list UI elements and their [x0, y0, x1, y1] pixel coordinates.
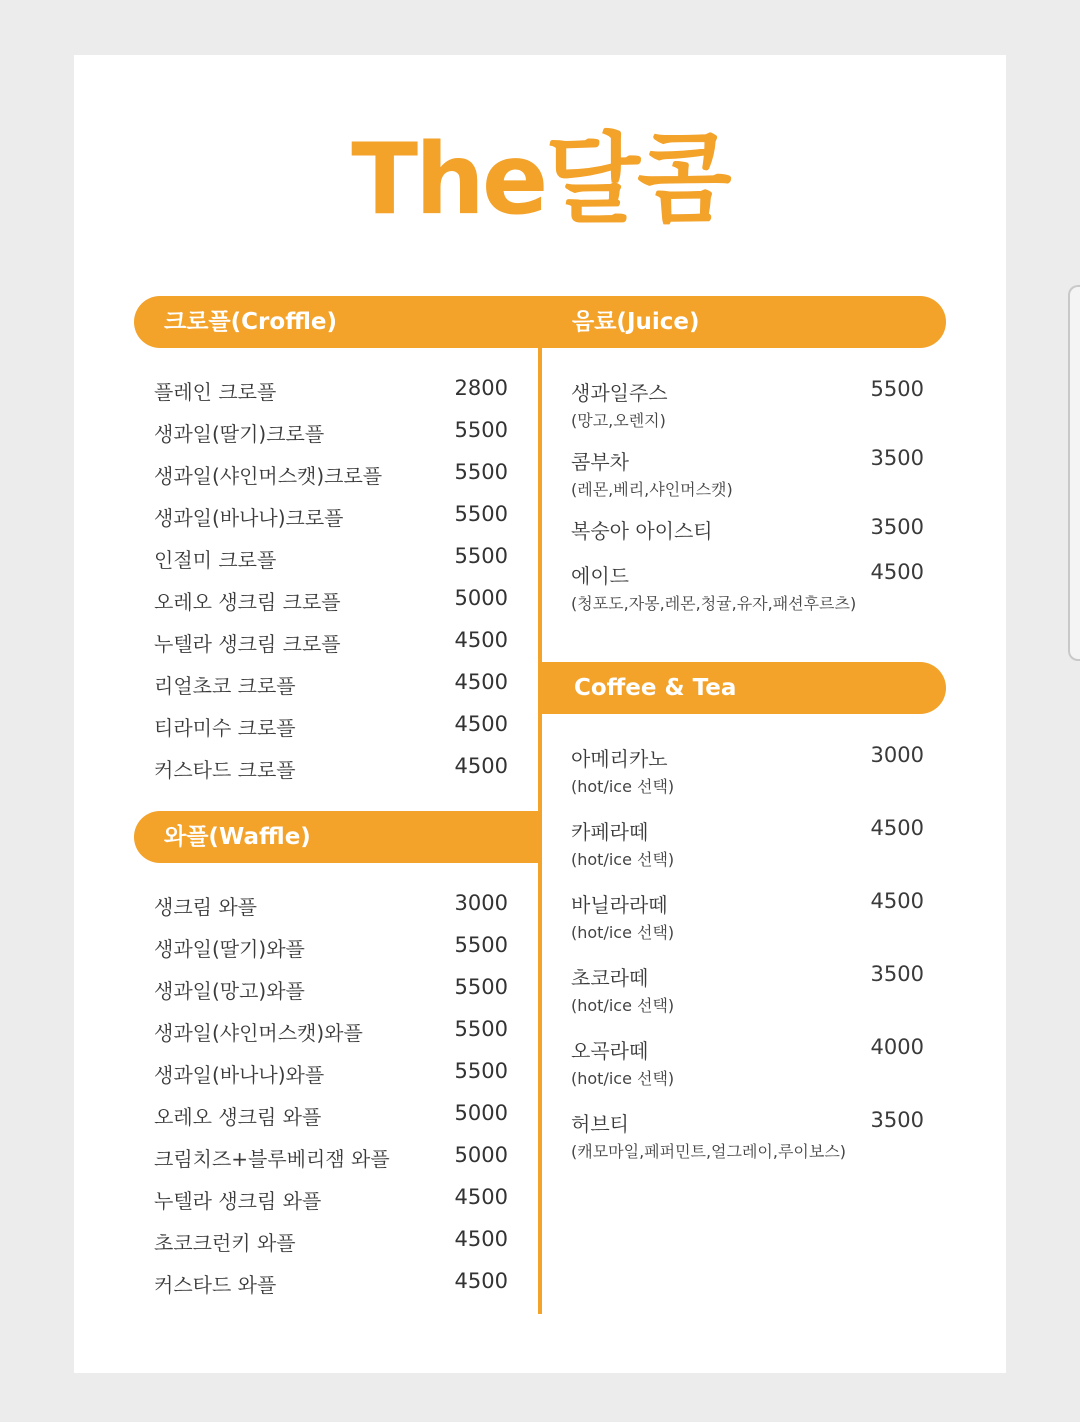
menu-item-row: [154, 891, 508, 933]
menu-item-options: (hot/ice 선택): [571, 1069, 675, 1088]
menu-item-name: 생과일주스: [571, 381, 668, 405]
menu-item-name: 오레오 생크림 와플: [154, 1105, 322, 1129]
waffle-list: [154, 891, 508, 1311]
croffle-section-header: 크로플(Croffle): [134, 296, 542, 348]
menu-item-price: 5500: [454, 544, 508, 568]
menu-item-price: 5500: [454, 502, 508, 526]
menu-item-row: [154, 1143, 508, 1185]
menu-item-price: 4500: [454, 712, 508, 736]
menu-item-name: 허브티: [571, 1112, 629, 1136]
menu-item-name: 오레오 생크림 크로플: [154, 590, 341, 614]
menu-item-row: [571, 889, 924, 962]
menu-item-name: 리얼초코 크로플: [154, 674, 296, 698]
menu-item-price: 5500: [454, 418, 508, 442]
menu-item-name: 바닐라라떼: [571, 893, 668, 917]
croffle-list: [154, 376, 508, 796]
menu-item-price: 4500: [454, 670, 508, 694]
menu-item-row: [571, 515, 924, 560]
menu-item-name: 생과일(망고)와플: [154, 979, 305, 1003]
menu-item-name: 누텔라 생크림 와플: [154, 1189, 322, 1213]
menu-item-name: 오곡라떼: [571, 1039, 649, 1063]
menu-item-name: 생과일(샤인머스캣)크로플: [154, 464, 383, 488]
menu-item-name: 누텔라 생크림 크로플: [154, 632, 341, 656]
menu-item-name: 에이드: [571, 564, 629, 588]
menu-item-name: 콤부차: [571, 450, 629, 474]
menu-item-row: [154, 1017, 508, 1059]
menu-item-price: 3500: [870, 515, 924, 539]
menu-title: The달콤: [351, 123, 729, 237]
menu-item-name: 아메리카노: [571, 747, 668, 771]
menu-item-price: 3500: [870, 962, 924, 986]
menu-item-name: 커스타드 와플: [154, 1273, 277, 1297]
menu-item-row: [571, 1108, 924, 1181]
menu-item-price: 5500: [454, 460, 508, 484]
menu-item-row: [154, 1269, 508, 1311]
menu-item-price: 3500: [870, 1108, 924, 1132]
menu-item-price: 4500: [454, 754, 508, 778]
menu-item-row: [154, 544, 508, 586]
menu-item-name: 크림치즈+블루베리잼 와플: [154, 1147, 390, 1171]
menu-item-name: 생과일(딸기)크로플: [154, 422, 325, 446]
menu-item-price: 2800: [454, 376, 508, 400]
menu-item-price: 4500: [870, 816, 924, 840]
menu-item-price: 4500: [870, 889, 924, 913]
menu-item-options: (레몬,베리,샤인머스캣): [571, 480, 733, 499]
menu-item-price: 4000: [870, 1035, 924, 1059]
menu-item-price: 5000: [454, 1101, 508, 1125]
menu-item-name: 초코크런키 와플: [154, 1231, 296, 1255]
menu-item-row: [154, 933, 508, 975]
menu-item-name: 생과일(딸기)와플: [154, 937, 305, 961]
menu-item-row: [154, 1185, 508, 1227]
menu-item-row: [154, 1059, 508, 1101]
menu-item-row: [571, 816, 924, 889]
menu-item-row: [571, 377, 924, 446]
menu-item-row: [154, 502, 508, 544]
menu-item-name: 인절미 크로플: [154, 548, 277, 572]
menu-item-row: [571, 743, 924, 816]
menu-item-name: 커스타드 크로플: [154, 758, 296, 782]
menu-item-row: [154, 376, 508, 418]
menu-item-options: (망고,오렌지): [571, 411, 666, 430]
menu-item-row: [154, 670, 508, 712]
menu-item-options: (청포도,자몽,레몬,청귤,유자,패션후르츠): [571, 594, 857, 613]
menu-item-name: 티라미수 크로플: [154, 716, 296, 740]
menu-item-price: 3500: [870, 446, 924, 470]
menu-item-row: [571, 962, 924, 1035]
menu-item-options: (hot/ice 선택): [571, 996, 675, 1015]
menu-item-price: 4500: [454, 1269, 508, 1293]
menu-item-row: [154, 460, 508, 502]
coffee-tea-list: [571, 743, 924, 1181]
menu-item-name: 복숭아 아이스티: [571, 519, 713, 543]
menu-item-row: [154, 418, 508, 460]
menu-item-row: [154, 754, 508, 796]
menu-item-row: [154, 628, 508, 670]
menu-item-price: 5000: [454, 586, 508, 610]
menu-item-options: (캐모마일,페퍼민트,얼그레이,루이보스): [571, 1142, 847, 1161]
juice-section-header: 음료(Juice): [538, 296, 946, 348]
menu-item-price: 5500: [454, 933, 508, 957]
menu-item-options: (hot/ice 선택): [571, 923, 675, 942]
menu-item-row: [154, 975, 508, 1017]
menu-item-row: [154, 1101, 508, 1143]
menu-item-name: 생과일(바나나)와플: [154, 1063, 325, 1087]
menu-item-price: 5500: [454, 1017, 508, 1041]
menu-item-row: [571, 1035, 924, 1108]
menu-item-name: 생과일(바나나)크로플: [154, 506, 344, 530]
menu-item-options: (hot/ice 선택): [571, 850, 675, 869]
menu-item-row: [154, 712, 508, 754]
menu-item-row: [154, 586, 508, 628]
menu-item-price: 4500: [454, 628, 508, 652]
menu-item-price: 5000: [454, 1143, 508, 1167]
waffle-section-header: 와플(Waffle): [134, 811, 542, 863]
juice-list: [571, 377, 924, 629]
menu-item-price: 4500: [870, 560, 924, 584]
menu-item-name: 초코라떼: [571, 966, 649, 990]
menu-item-name: 플레인 크로플: [154, 380, 277, 404]
menu-item-row: [571, 560, 924, 629]
coffee-tea-section-header: Coffee & Tea: [538, 662, 946, 714]
menu-item-price: 4500: [454, 1227, 508, 1251]
menu-item-options: (hot/ice 선택): [571, 777, 675, 796]
menu-item-price: 3000: [870, 743, 924, 767]
menu-item-row: [154, 1227, 508, 1269]
menu-item-row: [571, 446, 924, 515]
menu-page: [74, 55, 1006, 1373]
menu-item-price: 5500: [454, 975, 508, 999]
menu-item-price: 5500: [870, 377, 924, 401]
menu-item-name: 생크림 와플: [154, 895, 257, 919]
menu-item-price: 4500: [454, 1185, 508, 1209]
menu-item-price: 3000: [454, 891, 508, 915]
menu-item-name: 생과일(샤인머스캣)와플: [154, 1021, 363, 1045]
menu-item-price: 5500: [454, 1059, 508, 1083]
side-scroll-handle[interactable]: [1068, 285, 1080, 661]
menu-item-name: 카페라떼: [571, 820, 649, 844]
